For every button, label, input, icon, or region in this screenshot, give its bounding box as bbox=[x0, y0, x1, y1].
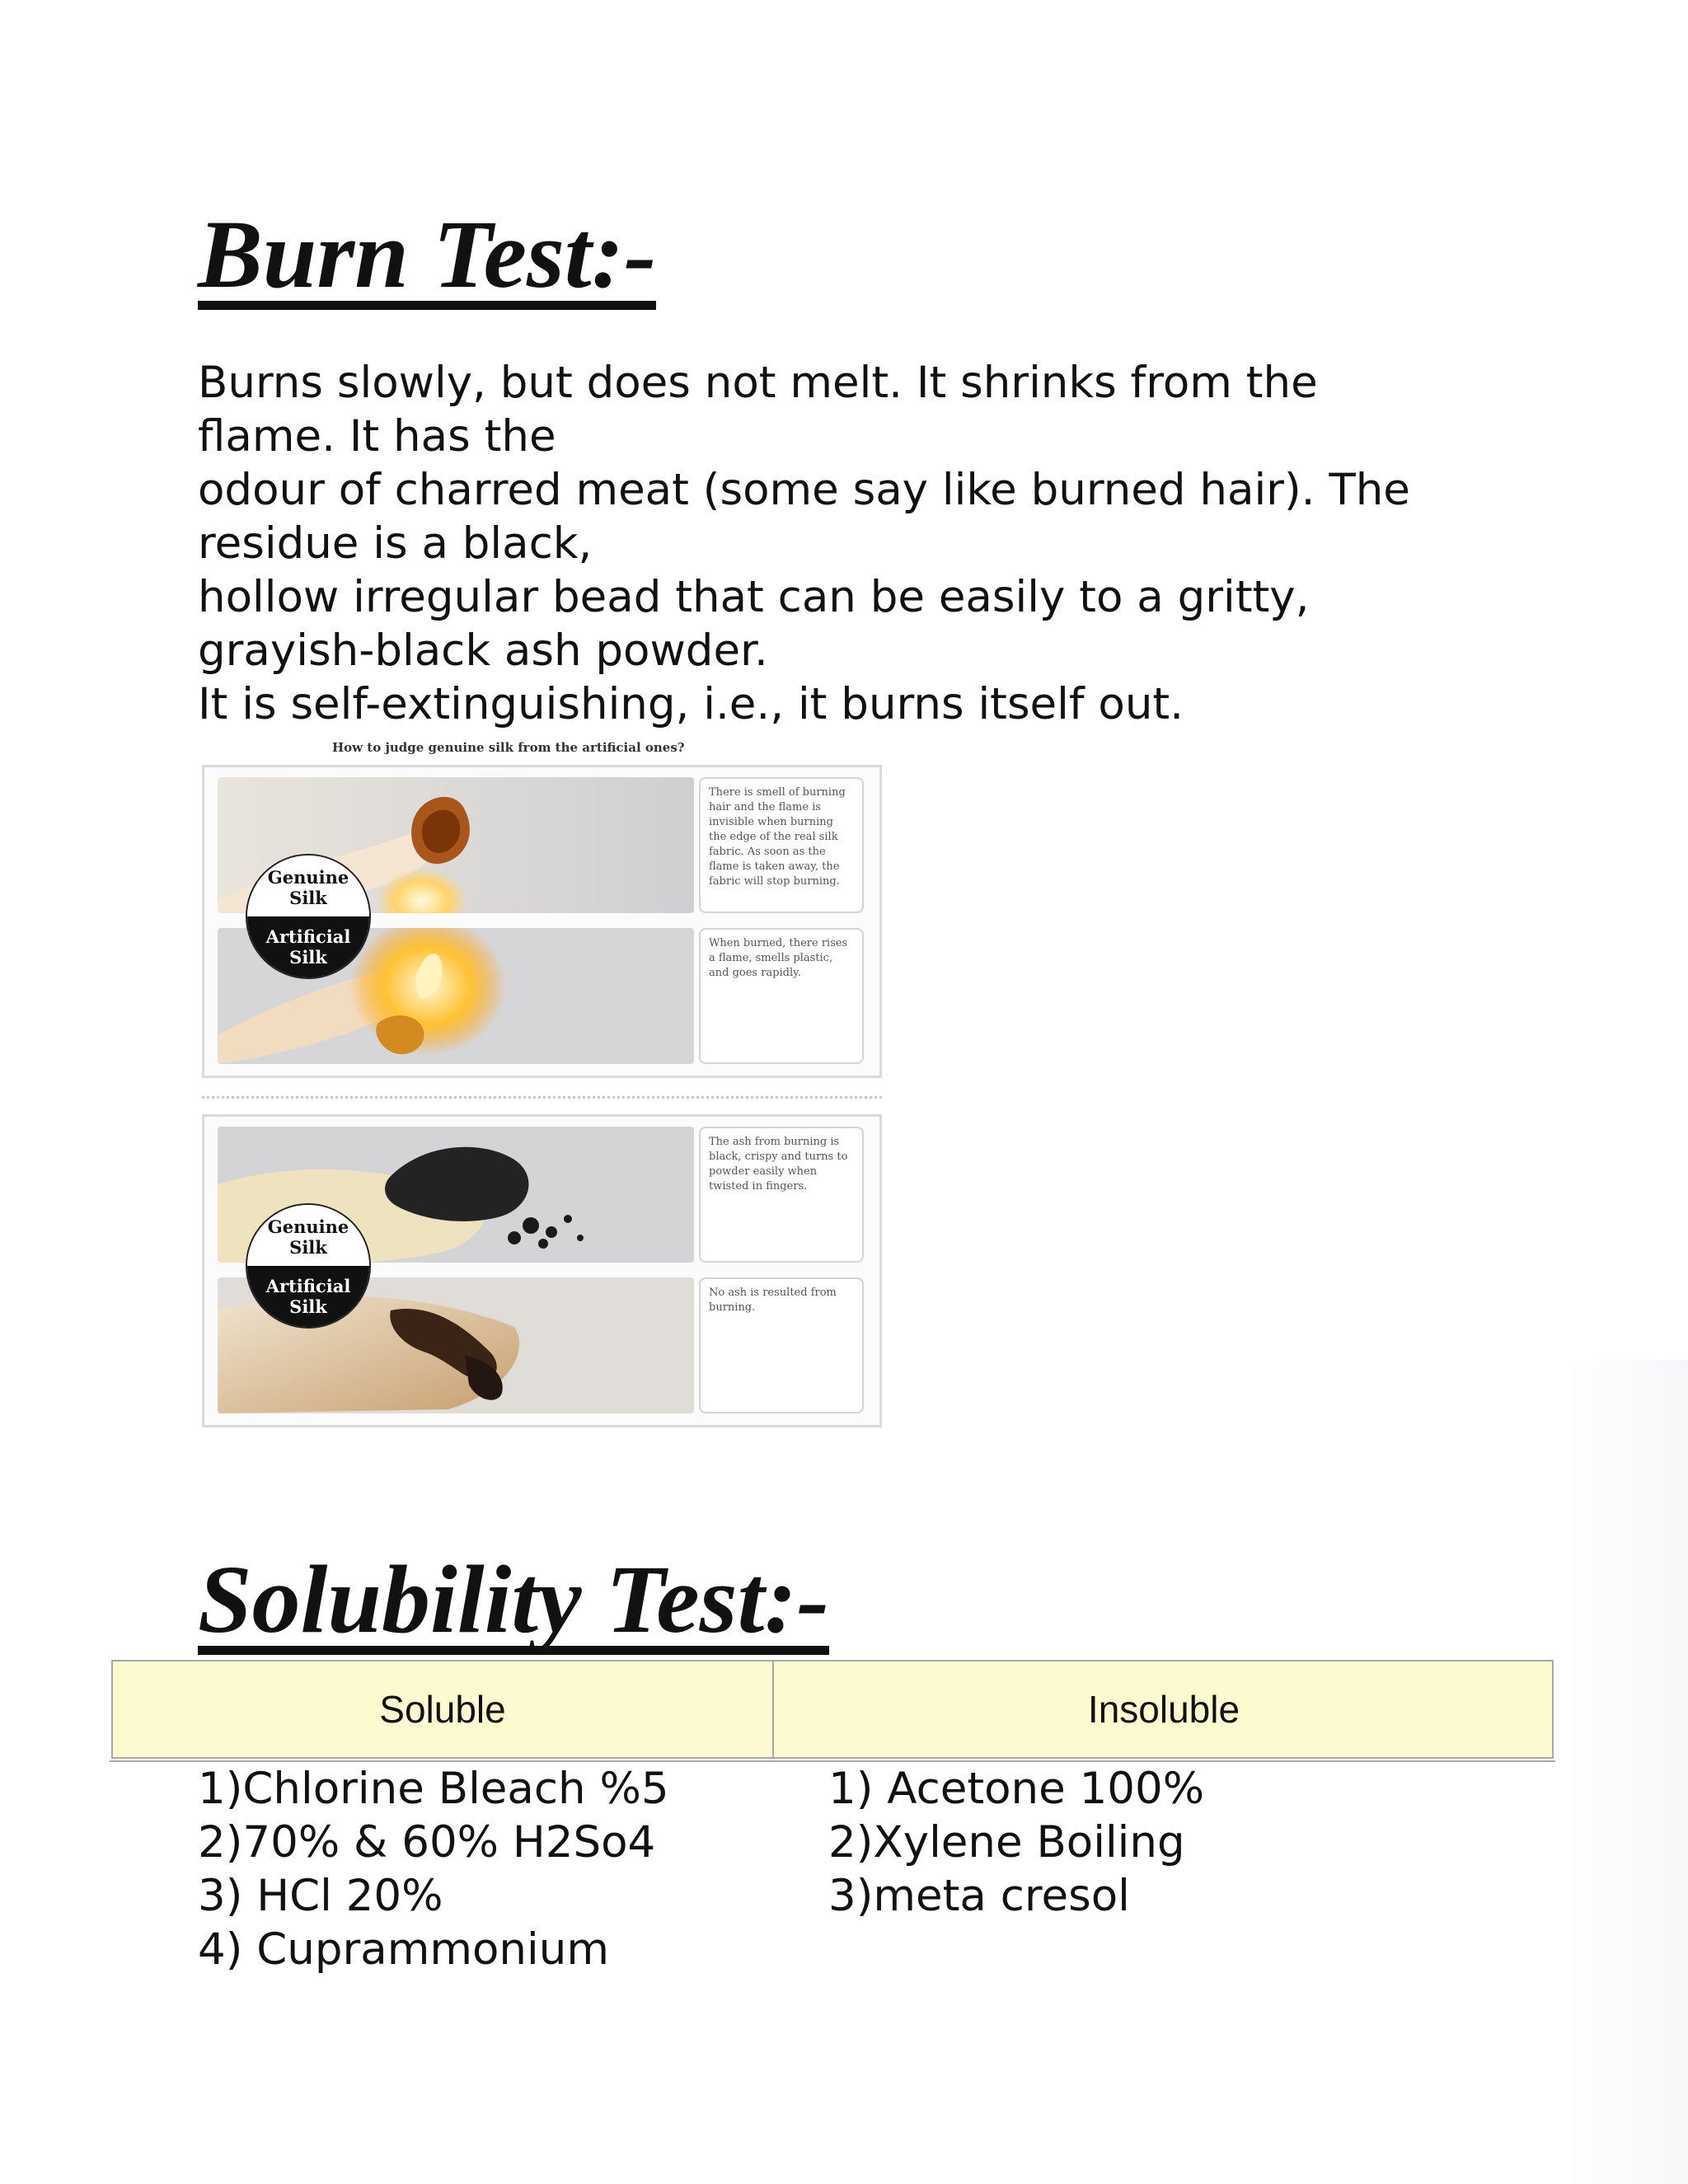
list-item: 2)70% & 60% H2So4 bbox=[198, 1817, 656, 1868]
column-header-insoluble: Insoluble bbox=[1087, 1688, 1240, 1731]
column-header-soluble: Soluble bbox=[113, 1661, 774, 1757]
list-item: 3)meta cresol bbox=[828, 1871, 1130, 1921]
genuine-silk-flame-note: There is smell of burning hair and the flame is invisible when burning the edge of the real silk fabric. As soon as the flame is taken away, the fabric will stop burning. bbox=[699, 777, 864, 913]
solubility-test-heading: Solubility Test:- bbox=[198, 1551, 829, 1655]
badge-genuine-label: Genuine Silk bbox=[267, 867, 349, 908]
description-line: flame. It has the bbox=[198, 411, 556, 462]
description-line: odour of charred meat (some say like burned hair). The bbox=[198, 465, 1410, 515]
page-edge-shade bbox=[1566, 1360, 1688, 2184]
badge-artificial-label: Artificial Silk bbox=[265, 926, 351, 968]
figure-panel-flame bbox=[202, 765, 882, 1078]
list-item: 1)Chlorine Bleach %5 bbox=[198, 1764, 669, 1814]
list-item: 2)Xylene Boiling bbox=[828, 1817, 1185, 1868]
description-line: It is self-extinguishing, i.e., it burns itself out. bbox=[198, 679, 1184, 729]
artificial-silk-ash-note: No ash is resulted from burning. bbox=[699, 1277, 864, 1413]
badge-artificial-label: Artificial Silk bbox=[265, 1276, 351, 1317]
artificial-silk-flame-note: When burned, there rises a flame, smells plastic, and goes rapidly. bbox=[699, 928, 864, 1064]
burn-test-description bbox=[198, 356, 1484, 731]
burn-test-heading: Burn Test:- bbox=[198, 206, 656, 310]
figure-panel-ash bbox=[202, 1114, 882, 1427]
insoluble-list bbox=[828, 1762, 1204, 1923]
genuine-silk-ash-note: The ash from burning is black, crispy and turns to powder easily when twisted in fingers. bbox=[699, 1127, 864, 1263]
soluble-list bbox=[198, 1762, 669, 1976]
list-item: 1) Acetone 100% bbox=[828, 1764, 1205, 1814]
figure-caption: How to judge genuine silk from the artificial ones? bbox=[332, 740, 685, 755]
silk-type-badge bbox=[246, 854, 371, 979]
solubility-table-header bbox=[111, 1660, 1554, 1759]
description-line: residue is a black, bbox=[198, 518, 593, 569]
description-line: hollow irregular bead that can be easily to a gritty, bbox=[198, 572, 1310, 622]
badge-genuine-label: Genuine Silk bbox=[267, 1216, 349, 1258]
description-line: grayish-black ash powder. bbox=[198, 626, 768, 676]
figure-separator bbox=[202, 1096, 882, 1099]
description-line: Burns slowly, but does not melt. It shrinks from the bbox=[198, 358, 1318, 408]
list-item: 3) HCl 20% bbox=[198, 1871, 443, 1921]
silk-type-badge bbox=[246, 1203, 371, 1329]
list-item: 4) Cuprammonium bbox=[198, 1924, 609, 1975]
